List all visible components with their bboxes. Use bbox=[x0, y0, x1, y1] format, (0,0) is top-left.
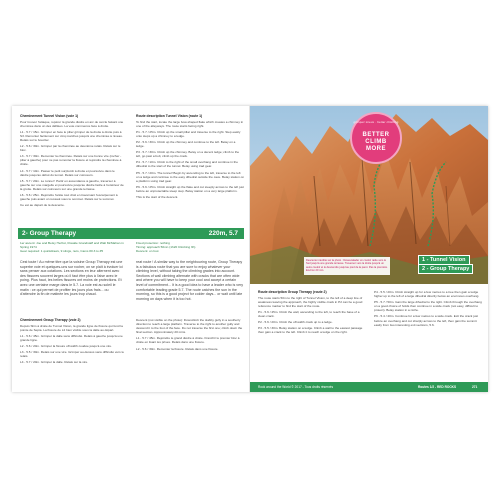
left-page bbox=[12, 106, 250, 392]
paragraph: L3 - 5.7 / 30m. Remonter la cheminée. Relais sur une bonne vire (rocher - pilier à gauche) pour ne pas remonter la fissure et rejoindre la cheminée à droite. bbox=[20, 154, 122, 167]
paragraph: P1 - 5.6 / 45m. Climb the wall, ascending to the left, to reach the base of a clean crack. bbox=[258, 309, 360, 318]
photo-caption: Descente interdite sur la photo : Désescalader un couloir raide vers le Sud jusqu'à une grande terrasse. Traverser vers la droite jusqu'à un autre couloir et le descendre jusqu'au pied de la paroi. Pas la première. Environ 20 min. bbox=[304, 257, 390, 275]
paragraph: Descent (not visible on the photo): Downclimb the slabby gully in a southerly direction to reach a large platform. Traverse to the right to another gully and descend it to the foot of the face. Do not traverse the first one; climb down the final section. Approximately 20 mins. bbox=[136, 318, 243, 335]
route-facts-box bbox=[136, 241, 244, 257]
paragraph: P5 - 5.7 / 50m. Gain the large dihedral to the right. Climb through the overhang on a good choice of holds then continue in a wide crack (not easy, difficult to protect). Belay station in a niche. bbox=[374, 300, 482, 313]
paragraph: P1 - 5.7 / 25m. Climb up the small pillar and traverse to the right. Step easily onto steps up a chimney to a ledge. bbox=[136, 129, 241, 138]
english-route-group-therapy bbox=[258, 290, 366, 376]
paragraph: P6 - 5.4 / 40m. Continue for a few metres to a wide crack. Exit the crack just before an overhang and cut sharply across to the left, then gain the summit easily from two interesting exit sections, 5.6. bbox=[374, 314, 479, 327]
badge-ring-text: grimpez mieux · better climbing bbox=[353, 120, 399, 124]
paragraph: To find the start, locate the large bow-shaped flake which creates a chimney in one of the alleyways. The route starts facing right. bbox=[136, 119, 244, 128]
paragraph: This is the start of the descent. bbox=[136, 195, 179, 199]
paragraph: P6 - 5.6 / 25m. Climb straight up the flake and cut steeply across to the left just before an unprotectable steep step. Belay station on a very large platform. bbox=[136, 184, 244, 193]
route-tag-2: 2 - Group Therapy bbox=[418, 264, 473, 274]
english-descent-notes bbox=[136, 318, 244, 386]
paragraph: L4 - 5.7 / 10m. Passer le petit surplomb à droite et poursuivre dans le dièdre jusqu'au début du tunnel. Relais sur coinceurs. bbox=[20, 168, 115, 177]
route-title: 2- Group Therapy bbox=[22, 230, 77, 237]
route-grade: 220m, 5.7 bbox=[208, 230, 238, 237]
paragraph: P3 - 5.7 / 30m. Climb up the chimney. Belay on a decent ledge; climb to the left, go past a bolt, climb up the crack. bbox=[136, 150, 240, 159]
intro-text: reat route ! A similar way to the neighbouring route, Group Therapy is a fabulous route that you are sure to enjoy whatever your climbing level, without taking the climbing grades into account. Sections of wall climbing alternate with cracks that are often wide and where you will have to keep your cool and accept a certain level of commitment... It is a good idea to have a leader who is very comfortable leading grade 5.7. The route catches the sun in the morning, so this is a good project for colder days... or wait until late morning on days when it is too hot. bbox=[136, 260, 244, 301]
paragraph: Pour trouver l'attaque, repérer la grande dièdre en arc de cercle faisant une cheminée dans un des défilées. La voie commence face à droite. bbox=[20, 119, 124, 128]
french-route-group-therapy bbox=[20, 318, 124, 386]
intro-text: Cest toute ! Au même titre que la voisine Group Therapy est une superbe voie et quelques-uns sur rocher, on se plaît à évoluer ici sans penser aux cotations. Les sections en leur alternent avec des fissures souvent larges où il faut être plus à l'aise avec le poing. Plus haut, les belles fissures ont moins de protections. Et avec une certaine marge dans le 5.7. La voie est au soleil le matin : ce qui permet de profiter les jours plus frais... ou d'attendre la fin de matinée les jours trop chaud. bbox=[20, 260, 123, 297]
paragraph: L2 - 5.6 / 30m. Remonter la fissure. Relais dans une fissure. bbox=[136, 346, 219, 351]
paragraph: L3 - 5.5 / 30m. Relais sur une vire. Grimper au-dessus sans difficulté vers le relais. bbox=[20, 350, 124, 359]
paragraph: P4 - 5.7 / 10m. Climb to the right of the small overhang and continue in the dihedral to the start of the tunnel. Belay using trad gear. bbox=[136, 160, 238, 169]
page-footer bbox=[250, 382, 488, 392]
paragraph: L5 - 5.7 / 20m. Le tunnel ! Partir en ascendance à gauche, traverser à gauche sur une margelle et poursuivre jusqu'au dièdre facile à l'extérieur de la grotte. Relais sur coinceurs sur une grande terrasse. bbox=[20, 178, 124, 191]
book-spread bbox=[12, 106, 488, 392]
paragraph: L1 - 5.6 / 45m. Grimper la dalle sans difficulté. Relais à gauche jusqu'à une grande ligne. bbox=[20, 333, 123, 342]
better-climb-more-badge bbox=[350, 112, 402, 164]
first-ascent-line: 1er ascent: Joe and Betsy Herbst, Rosalie Grandstaff and Walt McMahan in Spring 1974 bbox=[20, 241, 124, 250]
paragraph: P2 - 5.6 / 20m. Climb the off-width crack up to a ledge. bbox=[258, 320, 333, 325]
paragraph: L6 - 5.6 / 25m. Rejoindre l'arête tout droit en traversant l'escarpement à gauche puis avant un ressaut sous le sommet. Relais sur le sommet. bbox=[20, 193, 118, 202]
french-intro bbox=[20, 260, 124, 316]
section-heading: Route description Group Therapy (route 2) bbox=[258, 290, 327, 294]
badge-line-1: BETTER bbox=[362, 132, 390, 138]
paragraph: L2 - 5.6 / 30m. Grimper par la cheminée au deuxième relais. Relais sur le bloc. bbox=[20, 144, 121, 153]
paragraph: L4 - 5.7 / 20m. Grimper la dalle. Relais sur la vire. bbox=[20, 360, 89, 365]
badge-line-2: CLIMB bbox=[365, 139, 387, 145]
paragraph: P4 - 5.5 / 20m. Climb straight up for a few metres to a tree then gain a ledge higher up to the left of a large dihedral directly below an enormous overhang. bbox=[374, 290, 480, 299]
paragraph: P2 - 5.6 / 30m. Climb up the chimney and continue to the left. Belay on a ledge. bbox=[136, 139, 236, 149]
section-heading: Cheminement Group Therapy (voie 2) bbox=[20, 318, 81, 322]
paragraph: P3 - 5.5 / 30m. Belay station on a ledge. Climb a wall to the easiest passage then gain a crack to the left. Climb it to reach a ledge on the right. bbox=[258, 326, 363, 335]
badge-line-3: MORE bbox=[366, 146, 386, 152]
paragraph: The route starts 50m to the right of Tunnel Vision, to the left of a deep line of weakness leaving the approach, the highly visible crack in P2 can be a good reference marker to find the start of the route. bbox=[258, 295, 363, 308]
paragraph: L1 - 5.7 / 15m. Grimper en face le pilier grimper de la droite à droite puis à S3. Remonter facilement sur cinq marches jusqu'à une cheminée à niveau. Relais sur le bouclier. bbox=[20, 129, 123, 142]
footer-copyright: Rock around the World © 2017 - Tous droits réservés bbox=[258, 385, 334, 389]
gear-line: Gear required: 1 quickdraws, 9 slings, nuts, Cams #0.3 to #5 bbox=[20, 249, 104, 254]
section-heading: Route description Tunnel Vision (route 1) bbox=[136, 114, 203, 118]
english-route-group-therapy-cont bbox=[374, 290, 482, 376]
right-page bbox=[250, 106, 488, 392]
paragraph: P5 - 5.7 / 20m. The tunnel! Begin by ascending to the left, traverse to the left on a ledge and continue to the easy dihedral outside the cave. Belay station on a platform using trad gear. bbox=[136, 170, 244, 183]
page-number: 271 bbox=[472, 385, 478, 389]
paragraph: Depuis Slim à droite de Tunnel Vision, la grande ligne de fissure qui fend la pointe de Sepia. La fissure de L2 bien visible sous la dalle au départ. bbox=[20, 323, 123, 332]
timing-line: Timing: approach 50mn (1h20 Climbing 3h) bbox=[136, 245, 196, 250]
paragraph: L1 - 5.7 / 45m. Rejoindre le grand dièdre à droite. Franchir le premier bloc à droite en lisant les prises. Relais dans une fissure. bbox=[136, 336, 240, 345]
route-tag-1: 1 - Tunnel Vision bbox=[418, 255, 470, 265]
route-title-band bbox=[18, 228, 244, 239]
footer-section: Routes 1/2 - RED ROCKS bbox=[418, 385, 457, 389]
paragraph: Ce est au départ de la descente. bbox=[20, 203, 65, 208]
fixed-protection-line: Fixed protection: nothing bbox=[136, 241, 170, 245]
paragraph: L2 - 5.6 / 20m. Grimper la fissure off-width coudée jusqu'à une vire. bbox=[20, 343, 113, 348]
descent-line: Descent: on foot bbox=[136, 249, 159, 254]
english-intro bbox=[136, 260, 244, 316]
route-info-box bbox=[20, 241, 124, 257]
section-heading: Cheminement Tunnel Vision (voie 1) bbox=[20, 114, 79, 118]
